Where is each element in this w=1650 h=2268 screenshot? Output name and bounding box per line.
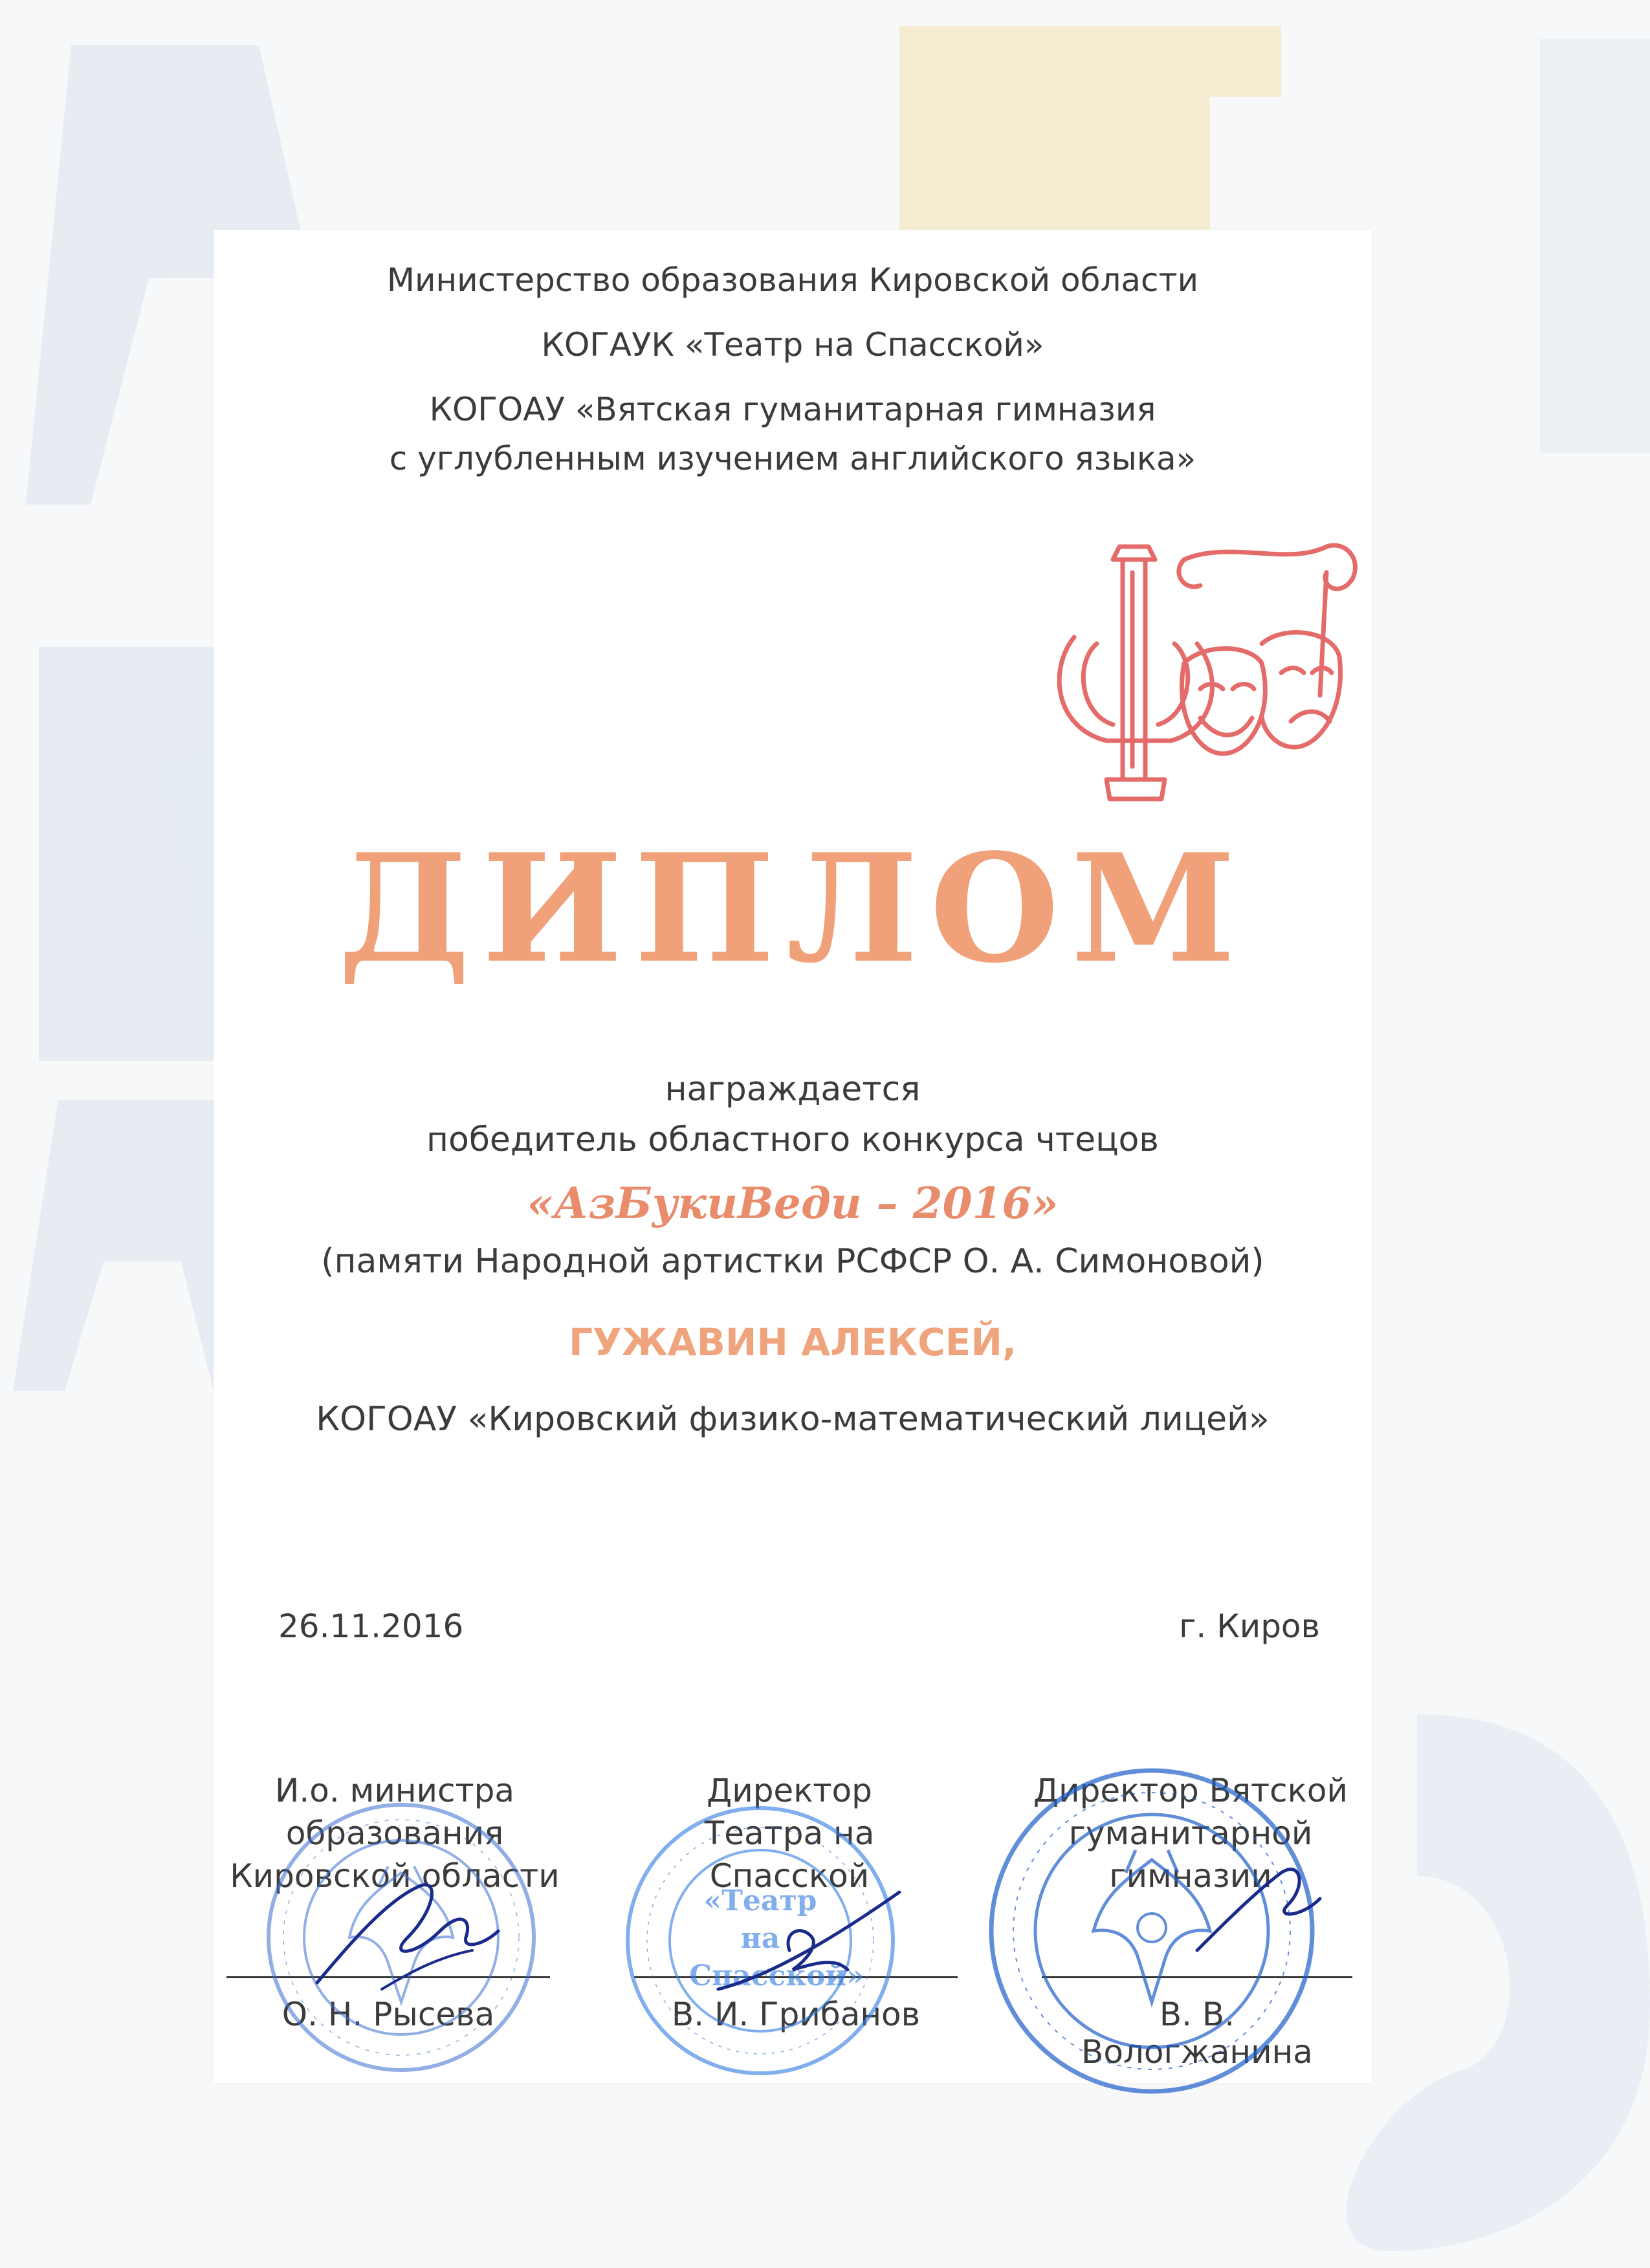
signatory-1-title-line3: Кировской области xyxy=(230,1857,560,1895)
signatory-1-title-line1: И.о. министра xyxy=(274,1772,515,1809)
signature-3 xyxy=(1184,1847,1352,1976)
signatory-3-title-line2: гуманитарной xyxy=(1068,1815,1313,1852)
winner-name: ГУЖАВИН АЛЕКСЕЙ, xyxy=(569,1320,1017,1364)
header-ministry: Министерство образования Кировской области xyxy=(386,261,1199,299)
signatory-1-title-line2: образования xyxy=(285,1815,504,1852)
signatory-2-title-line2: Театра на Спасской xyxy=(704,1815,875,1895)
issue-date: 26.11.2016 xyxy=(278,1608,464,1645)
contest-name: «АзБукиВеди – 2016» xyxy=(527,1178,1059,1228)
signatory-3-name: В. В. Вологжанина xyxy=(1081,1996,1313,2071)
issue-city: г. Киров xyxy=(1179,1608,1320,1645)
header-gymnasium-cont: с углубленным изучением английского языка» xyxy=(389,440,1196,477)
signatory-3-title-line3: гимназии xyxy=(1109,1857,1272,1895)
award-line-1: награждается xyxy=(665,1070,921,1109)
memorial-note: (памяти Народной артистки РСФСР О. А. Симоновой) xyxy=(321,1242,1264,1281)
theatre-masks-lyre-icon xyxy=(1035,534,1372,818)
theatre-stamp-text: «Театр на Спасской» xyxy=(689,1884,864,1992)
header-gymnasium: КОГОАУ «Вятская гуманитарная гимназия xyxy=(429,391,1156,428)
signature-1 xyxy=(304,1860,511,2002)
diploma-sheet xyxy=(214,230,1372,2083)
winner-school: КОГОАУ «Кировский физико-математический лицей» xyxy=(316,1400,1270,1439)
signatory-1-name: О. Н. Рысева xyxy=(281,1996,495,2033)
header-theatre: КОГАУК «Театр на Спасской» xyxy=(541,326,1044,364)
signatory-2-name: В. И. Грибанов xyxy=(671,1996,921,2033)
signatory-3-title-line1: Директор Вятской xyxy=(1033,1772,1348,1809)
diploma-title: ДИПЛОМ xyxy=(338,822,1248,996)
signature-2 xyxy=(705,1873,938,2002)
signatory-2-title-line1: Директор xyxy=(707,1772,872,1809)
award-line-2: победитель областного конкурса чтецов xyxy=(426,1120,1159,1159)
